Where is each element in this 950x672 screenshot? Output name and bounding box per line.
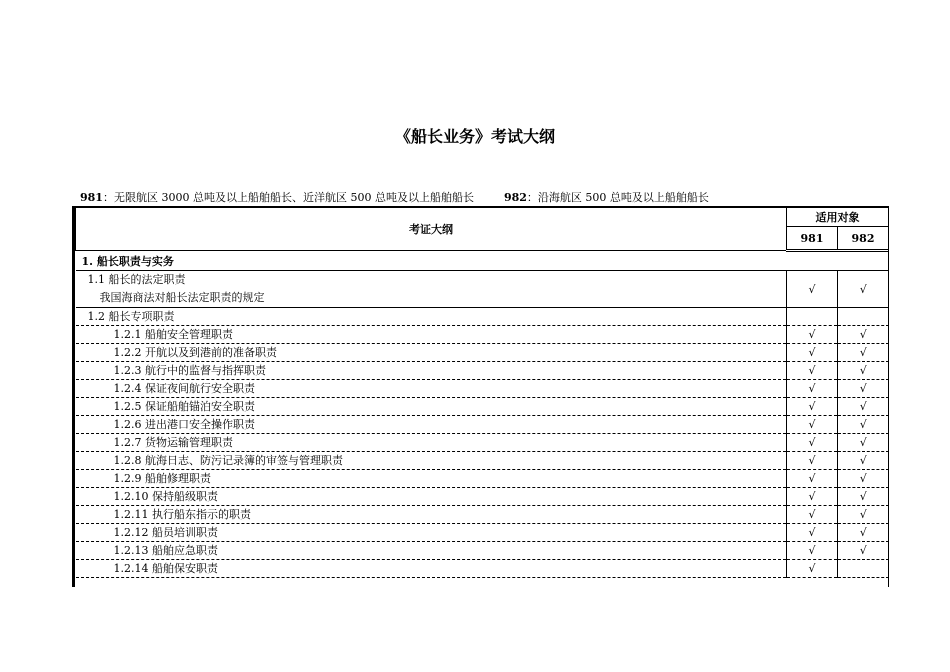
check-981: √ <box>787 470 838 488</box>
check-982: √ <box>838 271 889 308</box>
code-981-desc: ：无限航区 3000 总吨及以上船舶船长、近洋航区 500 总吨及以上船舶船长 <box>102 191 474 204</box>
check-981: √ <box>787 434 838 452</box>
table-row <box>76 344 889 362</box>
table-row <box>76 308 889 326</box>
check-982: √ <box>838 416 889 434</box>
table-row <box>76 380 889 398</box>
check-982: √ <box>838 470 889 488</box>
check-981: √ <box>787 362 838 380</box>
check-981: √ <box>787 542 838 560</box>
row-label: 1.2.3 航行中的监督与指挥职责 <box>76 362 787 380</box>
table-row <box>76 524 889 542</box>
check-981: √ <box>787 488 838 506</box>
check-981: √ <box>787 524 838 542</box>
table-row <box>76 398 889 416</box>
check-982: √ <box>838 488 889 506</box>
table-row <box>76 542 889 560</box>
item-subtitle: 我国海商法对船长法定职责的规定 <box>99 291 265 304</box>
code-981: 981 <box>80 191 103 204</box>
check-981: √ <box>787 506 838 524</box>
table-row <box>76 506 889 524</box>
syllabus-table <box>75 207 889 578</box>
header-982: 982 <box>838 227 889 251</box>
row-label: 1.2.9 船舶修理职责 <box>76 470 787 488</box>
check-982 <box>838 560 889 578</box>
check-981: √ <box>787 560 838 578</box>
table-row <box>76 416 889 434</box>
check-981: √ <box>787 271 838 308</box>
section-row <box>76 251 889 271</box>
table-row <box>76 452 889 470</box>
row-label: 1.2.14 船舶保安职责 <box>76 560 787 578</box>
check-982: √ <box>838 506 889 524</box>
row-label: 1.2.4 保证夜间航行安全职责 <box>76 380 787 398</box>
row-label: 1.2.7 货物运输管理职责 <box>76 434 787 452</box>
header-981: 981 <box>787 227 838 251</box>
row-label: 1.2.6 进出港口安全操作职责 <box>76 416 787 434</box>
check-981: √ <box>787 326 838 344</box>
check-981: √ <box>787 344 838 362</box>
row-label: 1.2.8 航海日志、防污记录簿的审签与管理职责 <box>76 452 787 470</box>
check-981: √ <box>787 416 838 434</box>
check-982: √ <box>838 326 889 344</box>
table-row <box>76 271 889 308</box>
header-target: 适用对象 <box>787 208 889 227</box>
item-title: 1.1 船长的法定职责 <box>87 273 186 286</box>
row-label: 1.2.5 保证船舶锚泊安全职责 <box>76 398 787 416</box>
table-row <box>76 470 889 488</box>
check-982: √ <box>838 524 889 542</box>
row-label: 1.2.11 执行船东指示的职责 <box>76 506 787 524</box>
row-label: 1.2 船长专项职责 <box>76 308 787 326</box>
table-row <box>76 560 889 578</box>
check-981 <box>787 308 838 326</box>
code-982-desc: ：沿海航区 500 总吨及以上船舶船长 <box>526 191 709 204</box>
row-label: 1.2.13 船舶应急职责 <box>76 542 787 560</box>
code-982: 982 <box>503 191 527 204</box>
check-982: √ <box>838 434 889 452</box>
exam-code-note <box>80 189 709 205</box>
header-syllabus: 考证大纲 <box>76 208 787 251</box>
syllabus-table-frame <box>72 206 889 587</box>
table-row <box>76 326 889 344</box>
check-982: √ <box>838 344 889 362</box>
row-label: 1.2.1 船舶安全管理职责 <box>76 326 787 344</box>
section-title: 1. 船长职责与实务 <box>76 251 889 271</box>
check-981: √ <box>787 452 838 470</box>
check-982: √ <box>838 542 889 560</box>
check-982: √ <box>838 380 889 398</box>
row-label: 1.2.12 船员培训职责 <box>76 524 787 542</box>
check-982: √ <box>838 398 889 416</box>
table-row <box>76 434 889 452</box>
check-981: √ <box>787 398 838 416</box>
table-row <box>76 488 889 506</box>
document-title: 《船长业务》考试大纲 <box>394 127 555 146</box>
row-label: 1.2.10 保持船级职责 <box>76 488 787 506</box>
row-label <box>76 271 787 308</box>
check-982: √ <box>838 452 889 470</box>
row-label: 1.2.2 开航以及到港前的准备职责 <box>76 344 787 362</box>
table-row <box>76 362 889 380</box>
check-981: √ <box>787 380 838 398</box>
check-982: √ <box>838 362 889 380</box>
check-982 <box>838 308 889 326</box>
